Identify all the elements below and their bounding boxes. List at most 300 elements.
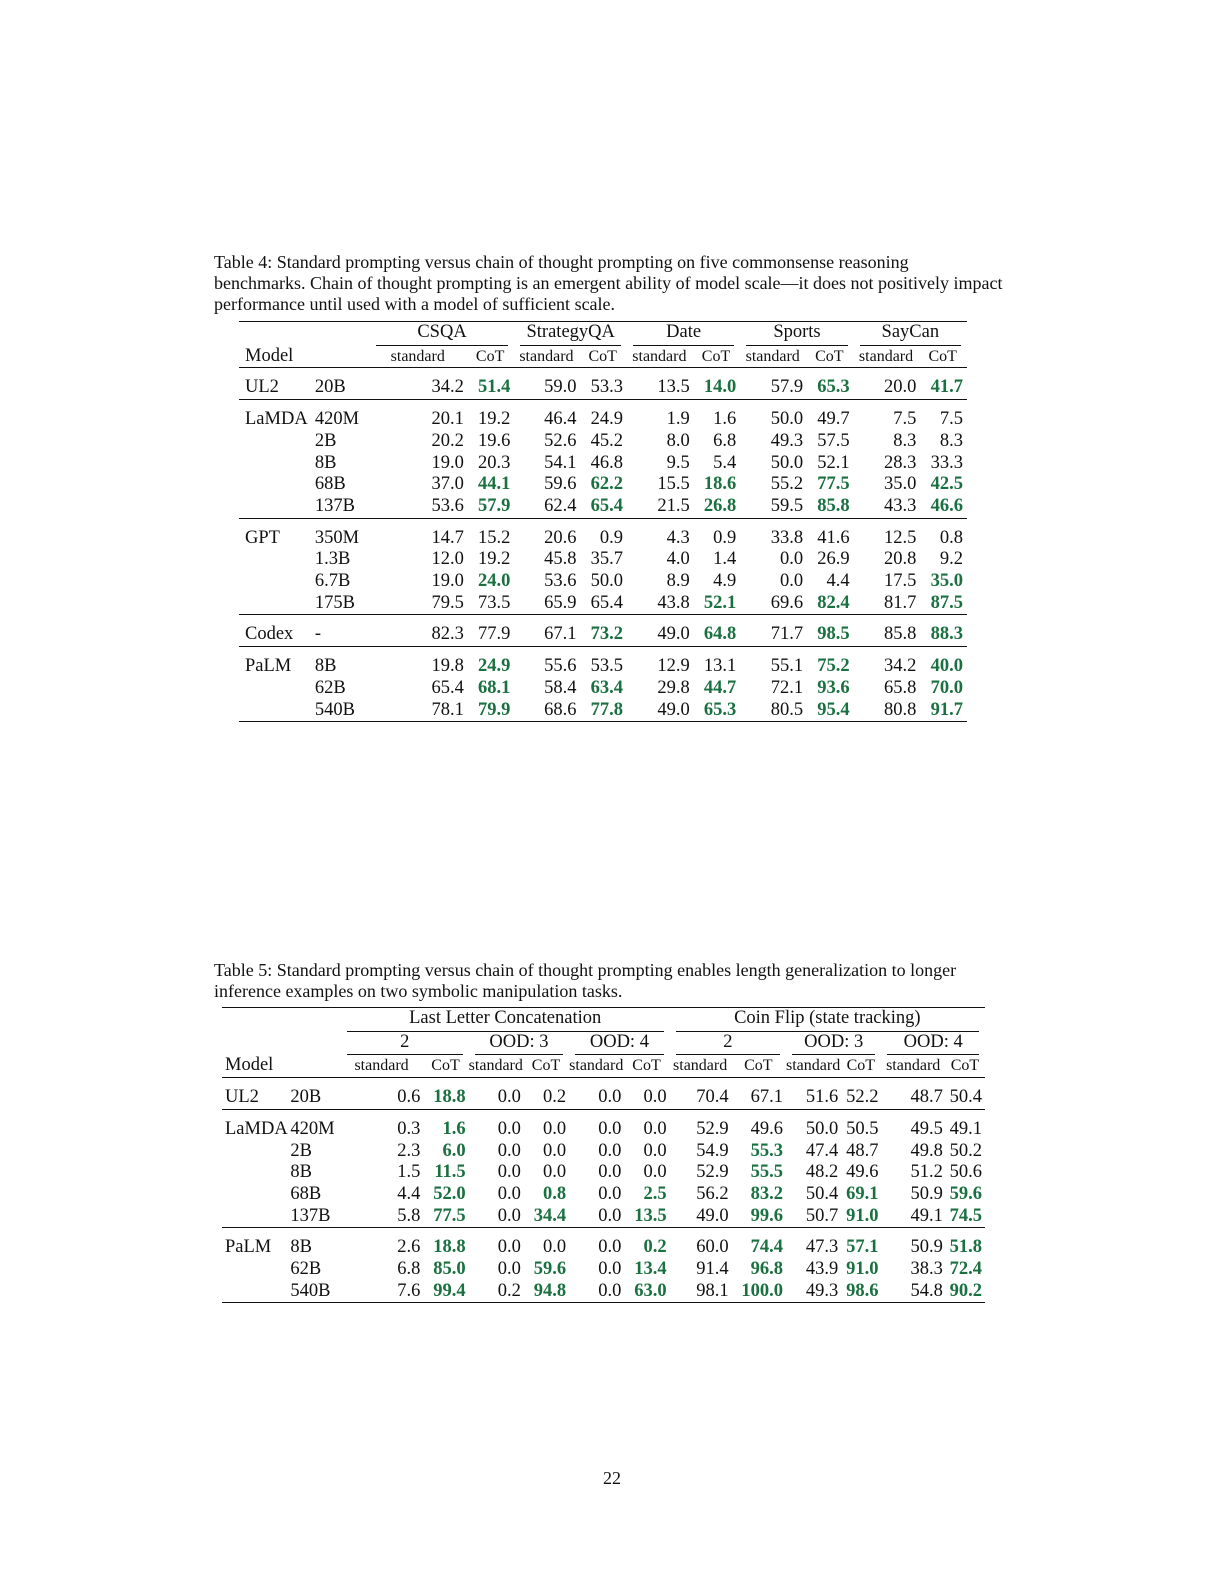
table5-cell: 13.5 — [634, 1205, 667, 1226]
table4-cell: 52.1 — [817, 452, 850, 473]
table4-bottom-spacer — [239, 722, 967, 732]
table5-cell: 49.1 — [949, 1118, 982, 1139]
table5-model-size: 420M — [290, 1118, 335, 1139]
table5-cell: 50.5 — [846, 1118, 879, 1139]
table4-cell: 81.7 — [884, 592, 917, 613]
table5-split-header: 2 — [670, 1032, 786, 1056]
table5-cell: 0.0 — [643, 1087, 667, 1108]
table4-cell: 46.6 — [930, 495, 963, 516]
table4-model-name: UL2 — [245, 377, 279, 398]
table4-cell: 65.9 — [544, 592, 577, 613]
table5-cell: 6.8 — [397, 1259, 421, 1280]
table5-cell: 50.9 — [910, 1237, 943, 1258]
table4-model-name: GPT — [245, 527, 280, 548]
table5-cell: 98.1 — [670, 1281, 734, 1303]
table5-row — [222, 1206, 985, 1228]
table4-cell: 8.9 — [666, 571, 690, 592]
table5-cell: 100.0 — [734, 1281, 786, 1303]
table4-cell: 21.5 — [657, 495, 690, 516]
table4-group-spacer — [239, 518, 967, 528]
table5-cell: 50.7 — [805, 1205, 839, 1226]
table5-cell: 0.0 — [497, 1237, 521, 1258]
table5-cell: 11.5 — [434, 1162, 466, 1183]
table5-cell: 50.0 — [805, 1118, 839, 1139]
table4-cell: 82.4 — [817, 592, 850, 613]
table5-cell: 72.4 — [949, 1259, 982, 1280]
table4-row — [239, 528, 967, 550]
table4-cell: 77.9 — [478, 624, 511, 645]
table5-row — [222, 1281, 985, 1303]
table5-split-header: 2 — [341, 1032, 469, 1056]
table5-cell: 67.1 — [750, 1087, 783, 1108]
table4-cell: 45.2 — [590, 430, 623, 451]
table5-cell: 43.9 — [805, 1259, 839, 1280]
table5-cell: 99.4 — [425, 1281, 468, 1303]
table5-cell: 0.0 — [598, 1140, 622, 1161]
table4-cell: 49.0 — [657, 624, 690, 645]
table4-cell: 57.9 — [770, 377, 804, 398]
table5-subheader: standard — [569, 1055, 626, 1077]
table5-group-spacer — [222, 1078, 985, 1088]
table4-model-size: 137B — [314, 495, 355, 516]
table4-cell: 20.0 — [884, 377, 917, 398]
table5-cell: 90.2 — [948, 1281, 985, 1303]
page-number: 22 — [603, 1468, 621, 1488]
table5-subheader: CoT — [734, 1055, 786, 1077]
table5-model-size: 137B — [290, 1205, 331, 1226]
table5-cell: 0.0 — [497, 1183, 521, 1204]
table5-group-spacer — [222, 1228, 985, 1238]
table4-cell: 65.3 — [817, 377, 850, 398]
table4-cell: 68.1 — [478, 677, 511, 698]
table4-cell: 0.9 — [713, 527, 737, 548]
table4-cell: 53.5 — [590, 656, 623, 677]
table4-cell: 98.5 — [817, 624, 850, 645]
table4-cell: 49.3 — [770, 430, 804, 451]
table5-cell: 83.2 — [750, 1183, 783, 1204]
table4-cell: 33.3 — [930, 452, 963, 473]
table5-split-header: OOD: 4 — [569, 1032, 669, 1056]
table5-cell: 59.6 — [533, 1259, 567, 1280]
table5-cell: 91.0 — [846, 1259, 879, 1280]
table4-cell: 50.0 — [770, 409, 804, 430]
table5-model-size: 68B — [290, 1183, 322, 1204]
table5-cell: 0.0 — [598, 1118, 622, 1139]
table5-cell: 47.4 — [805, 1140, 839, 1161]
table4-cell: 5.4 — [713, 452, 737, 473]
table5-subheader: standard — [670, 1055, 734, 1077]
table5-cell: 74.5 — [949, 1205, 982, 1226]
table5-cell: 0.2 — [469, 1281, 526, 1303]
table4-cell: 65.8 — [884, 677, 917, 698]
table5-row — [222, 1184, 985, 1206]
table5-subheader-row — [222, 1055, 985, 1077]
table5-cell: 60.0 — [696, 1237, 729, 1258]
table5-cell: 4.4 — [397, 1183, 421, 1204]
table4-cell: 1.9 — [666, 409, 690, 430]
table4-cell: 62.4 — [544, 495, 577, 516]
table5-row — [222, 1141, 985, 1163]
table4-cell: 51.4 — [478, 377, 511, 398]
table5-cell: 94.8 — [526, 1281, 569, 1303]
table4-model-size: 20B — [314, 377, 346, 398]
table5-cell: 91.4 — [696, 1259, 729, 1280]
table4-cell: 72.1 — [770, 677, 804, 698]
table4-cell: 37.0 — [431, 474, 464, 495]
table5-cell: 38.3 — [910, 1259, 943, 1280]
table4-row — [239, 496, 967, 518]
table5-cell: 49.5 — [910, 1118, 943, 1139]
table4-cell: 14.7 — [431, 527, 464, 548]
table4-benchmark-header: CSQA — [370, 322, 515, 346]
table5-cell: 57.1 — [846, 1237, 879, 1258]
table5-model-name — [222, 1141, 290, 1163]
table4-model-name — [239, 474, 315, 496]
table4-cell: 80.8 — [854, 700, 923, 722]
table4-model-name — [239, 593, 315, 615]
table5-cell: 1.5 — [397, 1162, 421, 1183]
table4-cell: 4.3 — [666, 527, 690, 548]
table4-cell: 57.9 — [478, 495, 511, 516]
table4-cell: 12.5 — [884, 527, 917, 548]
table4-cell: 59.0 — [544, 377, 577, 398]
table5-cell: 49.3 — [786, 1281, 843, 1303]
table5-model-size: 8B — [290, 1237, 312, 1258]
table4-cell: 55.1 — [770, 656, 804, 677]
table4-model-size: - — [314, 624, 321, 645]
table4-cell: 4.4 — [826, 571, 850, 592]
table5-cell: 59.6 — [949, 1183, 982, 1204]
table5-row — [222, 1259, 985, 1281]
table4-cell: 26.9 — [817, 549, 850, 570]
table4-cell: 7.5 — [939, 409, 963, 430]
table4-cell: 19.2 — [478, 409, 511, 430]
table4-cell: 35.0 — [930, 571, 963, 592]
table4-cell: 62.2 — [590, 474, 623, 495]
table4-subheader: CoT — [809, 346, 854, 368]
table5-cell: 85.0 — [433, 1259, 466, 1280]
table5-cell: 18.8 — [433, 1087, 466, 1108]
table4-cell: 18.6 — [703, 474, 737, 495]
table4-model-size: 6.7B — [314, 571, 351, 592]
table4-model-size: 540B — [315, 700, 370, 722]
table4-cell: 78.1 — [370, 700, 470, 722]
table4-cell: 55.6 — [544, 656, 577, 677]
table4-cell: 40.0 — [930, 656, 963, 677]
table4-cell: 44.7 — [703, 677, 737, 698]
table5-cell: 50.9 — [910, 1183, 943, 1204]
table4-group-spacer — [239, 615, 967, 625]
table4-cell: 79.5 — [431, 592, 464, 613]
table4-cell: 63.4 — [590, 677, 623, 698]
table5-cell: 96.8 — [750, 1259, 783, 1280]
table4-model-size: 62B — [314, 677, 346, 698]
table5-split-header-row — [222, 1032, 985, 1056]
table4-cell: 65.4 — [431, 677, 464, 698]
table5-cell: 50.6 — [949, 1162, 982, 1183]
table4-cell: 52.6 — [544, 430, 577, 451]
table5-bottom-spacer — [222, 1303, 985, 1313]
table5-cell: 48.7 — [846, 1140, 879, 1161]
table4-benchmark-header: Sports — [740, 322, 853, 346]
table4-cell: 59.5 — [770, 495, 804, 516]
table5-cell: 48.2 — [805, 1162, 839, 1183]
table5-cell: 0.0 — [598, 1237, 622, 1258]
table4-cell: 19.8 — [431, 656, 464, 677]
table4-model-header: Model — [239, 346, 370, 368]
table5-model-name: PaLM — [225, 1237, 272, 1258]
table5-subheader: CoT — [948, 1055, 985, 1077]
table4-row — [239, 431, 967, 453]
table4-group-spacer — [239, 647, 967, 657]
table4-row — [239, 409, 967, 431]
table5-cell: 49.6 — [846, 1162, 879, 1183]
table5-cell: 52.0 — [433, 1183, 466, 1204]
table4-group-spacer — [239, 400, 967, 410]
table5-subheader: standard — [881, 1055, 947, 1077]
table5-model-name — [222, 1162, 290, 1184]
table4-cell: 82.3 — [431, 624, 464, 645]
table4-model-name: PaLM — [245, 656, 292, 677]
table5-cell: 0.0 — [497, 1205, 521, 1226]
table5-cell: 2.3 — [397, 1140, 421, 1161]
table5-cell: 0.8 — [543, 1183, 567, 1204]
table4-cell: 13.5 — [657, 377, 690, 398]
table5-cell: 0.0 — [497, 1162, 521, 1183]
table5-cell: 1.6 — [442, 1118, 466, 1139]
table5-model-size: 8B — [290, 1162, 312, 1183]
table4-cell: 0.8 — [939, 527, 963, 548]
table5-cell: 0.0 — [598, 1183, 622, 1204]
table5-model-size: 540B — [290, 1281, 340, 1303]
table4-cell: 29.8 — [657, 677, 690, 698]
table5-task-header: Coin Flip (state tracking) — [670, 1008, 985, 1032]
table4-cell: 24.0 — [478, 571, 511, 592]
table5-cell: 0.2 — [543, 1087, 567, 1108]
table4-cell: 65.4 — [590, 495, 623, 516]
table4-cell: 73.2 — [590, 624, 623, 645]
table4-cell: 28.3 — [884, 452, 917, 473]
table4-cell: 19.0 — [431, 452, 464, 473]
table4-model-size: 2B — [314, 430, 337, 451]
table4-cell: 0.0 — [779, 571, 804, 592]
table4-cell: 15.2 — [478, 527, 511, 548]
table4-cell: 7.5 — [893, 409, 917, 430]
table5-cell: 13.4 — [634, 1259, 667, 1280]
table4-cell: 0.9 — [599, 527, 623, 548]
table4-cell: 4.0 — [666, 549, 690, 570]
table5-cell: 98.6 — [843, 1281, 881, 1303]
table4-cell: 54.1 — [544, 452, 577, 473]
table4-cell: 58.4 — [544, 677, 577, 698]
table5-subheader: standard — [341, 1055, 426, 1077]
table4-benchmark-header: SayCan — [854, 322, 967, 346]
table4-cell: 34.2 — [431, 377, 464, 398]
table5-subheader: standard — [469, 1055, 526, 1077]
table4-group-spacer — [239, 368, 967, 378]
table4-benchmark-header: StrategyQA — [514, 322, 627, 346]
table4-cell: 77.5 — [817, 474, 850, 495]
table5-cell: 0.0 — [643, 1162, 667, 1183]
table5-cell: 18.8 — [433, 1237, 466, 1258]
table5-model-name: UL2 — [225, 1087, 259, 1108]
table4-cell: 12.0 — [431, 549, 464, 570]
table5-cell: 7.6 — [341, 1281, 426, 1303]
table4-cell: 85.8 — [884, 624, 917, 645]
table5-model-name — [222, 1184, 290, 1206]
table4-cell: 15.5 — [657, 474, 690, 495]
table5-cell: 6.0 — [442, 1140, 466, 1161]
table4-cell: 50.0 — [770, 452, 804, 473]
table4-cell: 93.6 — [817, 677, 850, 698]
table4-cell: 20.2 — [431, 430, 464, 451]
table4-cell: 8.3 — [893, 430, 917, 451]
table4-cell: 91.7 — [922, 700, 967, 722]
table4-cell: 75.2 — [817, 656, 850, 677]
table4-cell: 77.8 — [582, 700, 627, 722]
table5-cell: 51.2 — [910, 1162, 943, 1183]
table5-cell: 63.0 — [626, 1281, 669, 1303]
table5-subheader: standard — [786, 1055, 843, 1077]
table4-cell: 49.7 — [817, 409, 850, 430]
table4-cell: 65.4 — [590, 592, 623, 613]
table4-cell: 69.6 — [770, 592, 804, 613]
table4-benchmark-header-row — [239, 322, 967, 346]
table4-cell: 44.1 — [478, 474, 511, 495]
table5-cell: 52.9 — [696, 1118, 729, 1139]
table4-benchmark-header: Date — [627, 322, 740, 346]
table5-cell: 52.2 — [846, 1087, 879, 1108]
table5-model-size: 20B — [290, 1087, 322, 1108]
table4-row — [239, 678, 967, 700]
table4-cell: 9.5 — [666, 452, 690, 473]
table5-split-header: OOD: 4 — [881, 1032, 985, 1056]
table4-cell: 87.5 — [930, 592, 963, 613]
table4-model-size: 420M — [314, 409, 360, 430]
table4-cell: 67.1 — [544, 624, 577, 645]
table5-cell: 0.0 — [543, 1237, 567, 1258]
table4-model-name — [239, 678, 315, 700]
table4-caption: Table 4: Standard prompting versus chain of thought prompting on five commonsense reasoning benchmarks. Chain of thought prompting is an emergent ability of model scale—it does not positively impact performance until used with a model of sufficient scale. — [214, 252, 1003, 314]
table5-cell: 52.9 — [696, 1162, 729, 1183]
table5 — [222, 1007, 985, 1312]
table4-cell: 24.9 — [478, 656, 511, 677]
table4-cell: 85.8 — [817, 495, 850, 516]
table5-cell: 50.2 — [949, 1140, 982, 1161]
table5-cell: 99.6 — [750, 1205, 783, 1226]
table4-row — [239, 656, 967, 678]
table4-cell: 14.0 — [703, 377, 737, 398]
table4-row — [239, 593, 967, 615]
table4-cell: 17.5 — [884, 571, 917, 592]
table5-cell: 55.3 — [750, 1140, 783, 1161]
table4-cell: 46.8 — [590, 452, 623, 473]
table5-cell: 0.0 — [543, 1140, 567, 1161]
table5-cell: 49.6 — [750, 1118, 783, 1139]
table4-model-size: 1.3B — [314, 549, 351, 570]
table5-cell: 51.6 — [805, 1087, 839, 1108]
table4-cell: 20.1 — [431, 409, 464, 430]
table4-cell: 68.6 — [514, 700, 582, 722]
table4-subheader: standard — [740, 346, 809, 368]
table5-cell: 50.4 — [805, 1183, 839, 1204]
table4 — [239, 321, 967, 731]
table4-cell: 59.6 — [544, 474, 577, 495]
table5-cell: 70.4 — [696, 1087, 729, 1108]
table5-model-size: 2B — [290, 1140, 312, 1161]
table4-cell: 8.3 — [939, 430, 963, 451]
table5-cell: 55.5 — [750, 1162, 783, 1183]
table4-model-name: LaMDA — [245, 409, 308, 430]
table4-cell: 19.2 — [478, 549, 511, 570]
table5-cell: 50.4 — [949, 1087, 982, 1108]
table4-cell: 53.3 — [590, 377, 623, 398]
table5-cell: 0.0 — [543, 1162, 567, 1183]
table4-subheader: standard — [627, 346, 696, 368]
table5-cell: 74.4 — [750, 1237, 783, 1258]
table4-subheader: CoT — [696, 346, 741, 368]
table4-cell: 53.6 — [544, 571, 577, 592]
table5-cell: 51.8 — [949, 1237, 982, 1258]
table5-cell: 0.0 — [497, 1140, 521, 1161]
table4-cell: 79.9 — [470, 700, 515, 722]
table4-cell: 6.8 — [713, 430, 737, 451]
table4-row — [239, 474, 967, 496]
table4-cell: 8.0 — [666, 430, 690, 451]
table4-subheader: CoT — [470, 346, 515, 368]
table5-row — [222, 1237, 985, 1259]
table4-subheader: standard — [854, 346, 923, 368]
table4-row — [239, 549, 967, 571]
table4-cell: 20.6 — [544, 527, 577, 548]
table4-row — [239, 453, 967, 475]
table4-cell: 13.1 — [703, 656, 737, 677]
table5-cell: 49.0 — [696, 1205, 729, 1226]
table5-cell: 0.0 — [497, 1087, 521, 1108]
table5-cell: 0.0 — [569, 1281, 626, 1303]
table4-cell: 41.6 — [817, 527, 850, 548]
table4-subheader: standard — [514, 346, 582, 368]
table4-cell: 43.3 — [884, 495, 917, 516]
table5-cell: 2.5 — [643, 1183, 667, 1204]
table4-cell: 46.4 — [544, 409, 577, 430]
table4-cell: 4.9 — [713, 571, 737, 592]
table5-group-spacer — [222, 1109, 985, 1119]
table4-model-name — [239, 431, 315, 453]
table5-cell: 0.3 — [397, 1118, 421, 1139]
table5-subheader: CoT — [526, 1055, 569, 1077]
table4-cell: 57.5 — [817, 430, 850, 451]
table5-cell: 47.3 — [805, 1237, 839, 1258]
table4-cell: 52.1 — [703, 592, 737, 613]
table4-cell: 19.6 — [478, 430, 511, 451]
table5-split-header: OOD: 3 — [469, 1032, 569, 1056]
table4-cell: 64.8 — [703, 624, 737, 645]
table4-cell: 9.2 — [939, 549, 963, 570]
table4-cell: 42.5 — [930, 474, 963, 495]
table5-model-name — [222, 1259, 290, 1281]
table4-row — [239, 700, 967, 722]
table5-task-header: Last Letter Concatenation — [341, 1008, 670, 1032]
table5-model-name — [222, 1281, 290, 1303]
table4-model-name — [239, 496, 315, 518]
table4-row — [239, 571, 967, 593]
table4-model-name: Codex — [245, 624, 294, 645]
table5-model-name: LaMDA — [225, 1118, 288, 1139]
table4-cell: 20.8 — [884, 549, 917, 570]
table4-cell: 20.3 — [478, 452, 511, 473]
table5-cell: 49.1 — [910, 1205, 943, 1226]
